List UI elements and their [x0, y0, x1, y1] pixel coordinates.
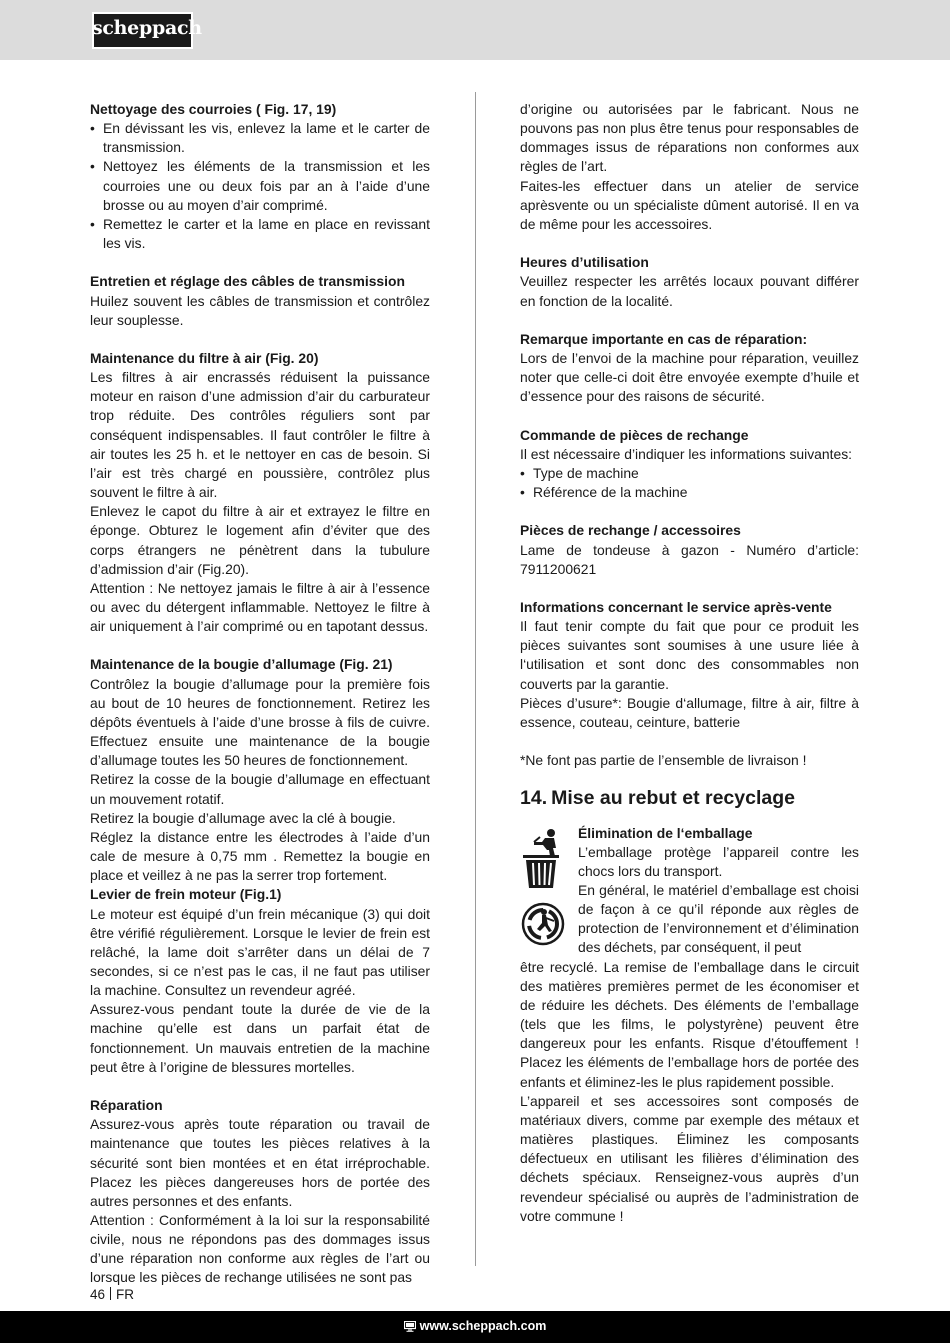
section-title: Heures d’utilisation	[520, 254, 649, 271]
page-footer	[90, 1287, 134, 1302]
paragraph: Assurez-vous après toute réparation ou travail de maintenance que toutes les pièces relatives à la sécurité sont bien montées et en état irréprochable. Placez les pièces dangereuses hors de portée des autres personnes et des enfants.	[90, 1116, 430, 1209]
brand-name: scheppach	[92, 17, 202, 39]
section-title: Nettoyage des courroies ( Fig. 17, 19)	[90, 101, 337, 117]
paragraph: L’appareil et ses accessoires sont composés de matériaux divers, comme par exemple des métaux et matières plastiques. Éliminez les composants défectueux en utilisant les filières d’élimination des déchets spéciaux. Renseignez-vous auprès d’un revendeur spécialisé ou auprès de l’administration de votre commune !	[520, 1092, 859, 1224]
paragraph: Lame de tondeuse à gazon - Numéro d’article: 7911200621	[520, 541, 859, 577]
chapter-title: Mise au rebut et recyclage	[551, 787, 795, 810]
paragraph: d’origine ou autorisées par le fabricant. Nous ne pouvons pas non plus être tenus pour responsables de dommages issus de réparations non conformes aux règles de l’art.	[520, 101, 859, 175]
section-title: Élimination de l‘emballage	[578, 824, 753, 841]
paragraph: Les filtres à air encrassés réduisent la puissance moteur en raison d’une admission d’air du carburateur trop réduite. Des contrôles réguliers sont par conséquent indispensables. Il faut contrôler le filtre à air toutes les 25 h. et le nettoyer en cas de besoin. Si l’air est très chargé en poussière, contrôlez plus souvent le filtre à air.	[90, 369, 430, 501]
chapter-heading	[520, 789, 859, 808]
trash-bin-icon	[520, 828, 564, 890]
section-title: Remarque importante en cas de réparation:	[520, 330, 808, 347]
bullet-item: • Type de machine	[520, 464, 859, 483]
footnote: *Ne font pas partie de l’ensemble de livraison !	[520, 752, 807, 769]
monitor-icon	[404, 1321, 416, 1332]
website-url-text[interactable]: www.scheppach.com	[419, 1319, 547, 1333]
paragraph: Huilez souvent les câbles de transmission et contrôlez leur souplesse.	[90, 292, 430, 328]
bullet-item: • En dévissant les vis, enlevez la lame et le carter de transmission.	[90, 119, 430, 157]
footer-bar	[0, 1311, 950, 1343]
paragraph: Enlevez le capot du filtre à air et extrayez le filtre en éponge. Obturez le logement afin d’éviter que des corps étrangers ne pénètrent dans la tubulure d’admission d’air (Fig.20).	[90, 503, 430, 577]
section-title: Maintenance du filtre à air (Fig. 20)	[90, 350, 319, 366]
paragraph: Assurez-vous pendant toute la durée de vie de la machine qu’elle est dans un parfait état de fonctionnement. Un mauvais entretien de la machine peut être à l’origine de blessures mortelles.	[90, 1001, 430, 1075]
column-divider	[475, 92, 476, 1266]
paragraph: L’emballage protège l’appareil contre les chocs lors du transport.	[578, 843, 859, 879]
paragraph: Attention : Ne nettoyez jamais le filtre à air à l’essence ou avec du détergent inflammable. Nettoyez le filtre à air uniquement à l’air comprimé ou en tapotant dessus.	[90, 579, 430, 635]
section-title: Levier de frein moteur (Fig.1)	[90, 886, 282, 903]
paragraph: En général, le matériel d’emballage est choisi de façon à ce qu’il réponde aux règles de protection de l’environnement et d’élimination des déchets, par conséquent, il peut	[578, 882, 859, 956]
disposal-block	[520, 824, 859, 1226]
right-column	[520, 100, 859, 1226]
separator	[110, 1287, 111, 1300]
section-title: Réparation	[90, 1097, 163, 1114]
bullet-item: • Nettoyez les éléments de la transmission et les courroies une ou deux fois par an à l’aide d’une brosse ou au moyen d’air comprimé.	[90, 157, 430, 214]
page-number: 46	[90, 1287, 106, 1302]
paragraph: Faites-les effectuer dans un atelier de service aprèsvente ou un spécialiste dûment autorisé. Il en va de même pour les accessoires.	[520, 177, 859, 232]
paragraph: Retirez la bougie d’allumage avec la clé à bougie.	[90, 809, 396, 826]
section-title: Entretien et réglage des câbles de transmission	[90, 273, 405, 290]
website-url[interactable]	[0, 1319, 950, 1333]
paragraph: être recyclé. La remise de l’emballage dans le circuit des matières premières permet de les économiser et de réduire les déchets. Des éléments de l’emballage (tels que les films, le polystyrène) peuvent être dangereux pour les enfants. Risque d’étouffement ! Placez les éléments de l’emballage hors de portée des enfants et éliminez-les le plus rapidement possible.	[520, 958, 859, 1090]
header-bar	[0, 0, 950, 60]
paragraph: Contrôlez la bougie d’allumage pour la première fois au bout de 10 heures de fonctionnement. Retirez les dépôts éventuels à l’aide d’une brosse à fils de cuivre. Effectuez ensuite une maintenance de la bougie d’allumage toutes les 50 heures de fonctionnement.	[90, 675, 430, 769]
language-code: FR	[116, 1287, 135, 1302]
chapter-number: 14.	[520, 787, 548, 810]
disposal-icons	[520, 828, 566, 952]
paragraph: Attention : Conformément à la loi sur la responsabilité civile, nous ne répondons pas des dommages issus d’une réparation non conforme aux règles de l’art ou lorsque les pièces de rechange utilisées ne sont pas	[90, 1212, 430, 1286]
section-title: Commande de pièces de rechange	[520, 426, 749, 443]
paragraph: Il est nécessaire d’indiquer les informations suivantes:	[520, 445, 852, 462]
section-title: Informations concernant le service après-vente	[520, 598, 832, 615]
paragraph: Veuillez respecter les arrêtés locaux pouvant différer en fonction de la localité.	[520, 273, 859, 309]
recycle-icon	[520, 901, 566, 947]
brand-logo	[92, 12, 202, 49]
paragraph: Réglez la distance entre les électrodes à l’aide d’un cale de mesure à 0,75 mm . Remettez la bougie en place et veillez à ne pas la serrer trop fortement.	[90, 828, 430, 884]
paragraph: Retirez la cosse de la bougie d’allumage en effectuant un mouvement rotatif.	[90, 771, 430, 807]
paragraph: Il faut tenir compte du fait que pour ce produit les pièces suivantes sont soumises à une usure liée à l‘utilisation et sont donc des consommables non couverts par la garantie.	[520, 618, 859, 692]
section-title: Maintenance de la bougie d’allumage (Fig. 21)	[90, 656, 393, 673]
left-column	[90, 100, 430, 1288]
section-title: Pièces de rechange / accessoires	[520, 522, 741, 539]
paragraph: Pièces d’usure*: Bougie d‘allumage, filtre à air, filtre à essence, couteau, ceinture, batterie	[520, 694, 859, 730]
paragraph: Le moteur est équipé d’un frein mécanique (3) qui doit être vérifié régulièrement. Lorsque le levier de frein est relâché, la lame doit s’arrêter dans un délai de 7 secondes, si ce n’est pas le cas, il ne faut pas utiliser la machine. Consultez un revendeur agréé.	[90, 905, 430, 999]
bullet-item: • Remettez le carter et la lame en place en revissant les vis.	[90, 215, 430, 253]
paragraph: Lors de l’envoi de la machine pour réparation, veuillez noter que celle-ci doit être envoyée exempte d’huile et d’essence pour des raisons de sécurité.	[520, 350, 859, 405]
bullet-item: • Référence de la machine	[520, 483, 859, 502]
